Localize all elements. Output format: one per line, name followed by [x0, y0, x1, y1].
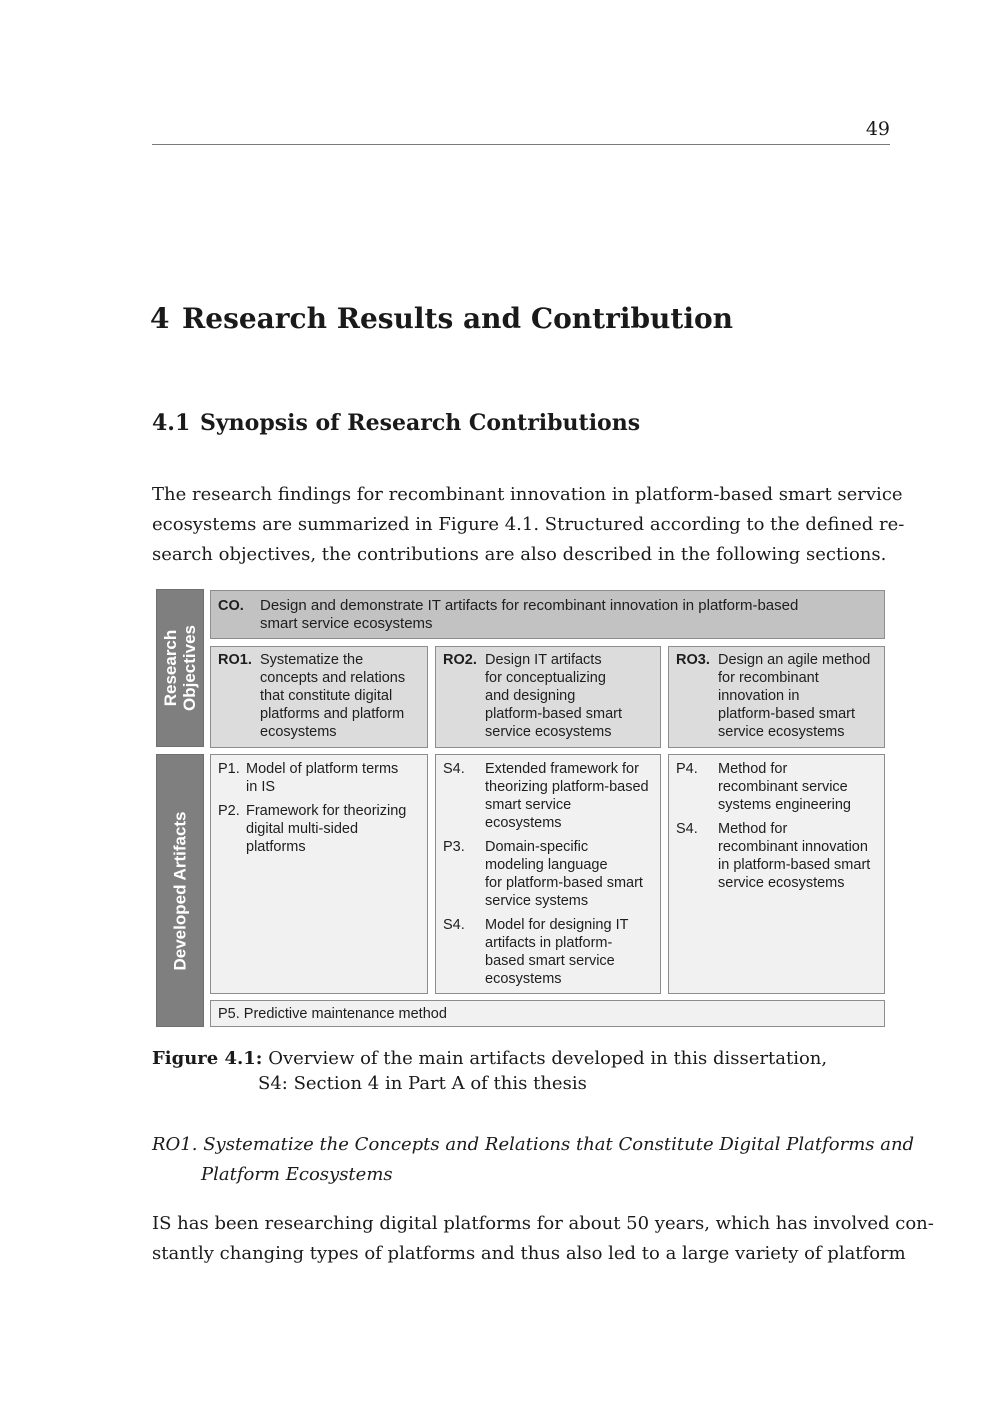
developed-artifacts-sidebar	[156, 754, 204, 1027]
artifact-text: Method for recombinant innovation in platform-based smart service ecosystems	[718, 821, 871, 891]
paragraph-line: search objectives, the contributions are also described in the following sections.	[152, 544, 887, 565]
caption-line-2: S4: Section 4 in Part A of this thesis	[258, 1073, 587, 1094]
co-tag: CO.	[218, 598, 244, 614]
artifact-code: P2.	[218, 803, 240, 819]
ro2-box	[435, 646, 661, 748]
ro3-tag: RO3.	[676, 652, 710, 668]
co-box	[210, 590, 885, 639]
artifacts-column-ro2	[435, 754, 661, 994]
chapter-title-text: Research Results and Contribution	[182, 302, 734, 335]
ro1-heading	[152, 1130, 915, 1190]
chapter-number: 4	[150, 302, 170, 335]
paragraph-line: stantly changing types of platforms and thus also led to a large variety of platform	[152, 1243, 906, 1264]
artifact-code: P1.	[218, 761, 240, 777]
ro1-heading-line: Platform Ecosystems	[201, 1164, 393, 1185]
caption-line-1: Overview of the main artifacts developed in this dissertation,	[268, 1048, 828, 1069]
artifact-text: Extended framework for theorizing platform-based smart service ecosystems	[485, 761, 649, 831]
chapter-title	[150, 302, 733, 335]
artifacts-column-ro3	[668, 754, 885, 994]
artifact-code: P4.	[676, 761, 698, 777]
page-number: 49	[865, 118, 890, 140]
artifact-code: S4.	[443, 761, 465, 777]
paragraph-line: IS has been researching digital platforms for about 50 years, which has involved con-	[152, 1213, 934, 1234]
body-paragraph	[152, 1209, 934, 1269]
section-title	[152, 410, 640, 436]
ro1-box	[210, 646, 428, 748]
developed-artifacts-label: Developed Artifacts	[170, 810, 190, 971]
ro2-tag: RO2.	[443, 652, 477, 668]
artifacts-column-ro1	[210, 754, 428, 994]
section-title-text: Synopsis of Research Contributions	[200, 410, 641, 436]
figure-caption	[152, 1046, 827, 1071]
research-objectives-sidebar	[156, 589, 204, 747]
bottom-artifact-box	[210, 1000, 885, 1027]
caption-label: Figure 4.1:	[152, 1048, 263, 1069]
section-number: 4.1	[152, 410, 191, 436]
ro1-tag: RO1.	[218, 652, 252, 668]
ro3-box	[668, 646, 885, 748]
artifact-code: S4.	[676, 821, 698, 837]
ro1-text: Systematize the concepts and relations that constitute digital platforms and platform ecosystems	[260, 652, 406, 740]
bottom-artifact-text: P5. Predictive maintenance method	[218, 1006, 447, 1022]
paragraph-line: The research findings for recombinant innovation in platform-based smart service	[152, 484, 903, 505]
co-text: Design and demonstrate IT artifacts for recombinant innovation in platform-based smart service ecosystems	[260, 597, 799, 632]
paragraph-line: ecosystems are summarized in Figure 4.1. Structured according to the defined re-	[152, 514, 905, 535]
header-rule	[152, 144, 890, 145]
research-objectives-label: Research Objectives	[161, 625, 199, 711]
artifact-code: P3.	[443, 839, 465, 855]
artifact-text: Domain-specific modeling language for platform-based smart service systems	[485, 839, 643, 909]
artifact-text: Framework for theorizing digital multi-sided platforms	[246, 803, 407, 855]
artifact-text: Model for designing IT artifacts in platform- based smart service ecosystems	[485, 917, 629, 987]
ro1-heading-line: RO1. Systematize the Concepts and Relations that Constitute Digital Platforms and	[152, 1134, 915, 1155]
figure-4-1	[156, 589, 886, 1029]
intro-paragraph	[152, 480, 905, 570]
ro3-text: Design an agile method for recombinant innovation in platform-based smart service ecosystems	[718, 652, 871, 740]
artifact-text: Model of platform terms in IS	[246, 761, 399, 795]
artifact-code: S4.	[443, 917, 465, 933]
artifact-text: Method for recombinant service systems engineering	[718, 761, 851, 813]
ro2-text: Design IT artifacts for conceptualizing and designing platform-based smart service ecosystems	[485, 652, 622, 740]
